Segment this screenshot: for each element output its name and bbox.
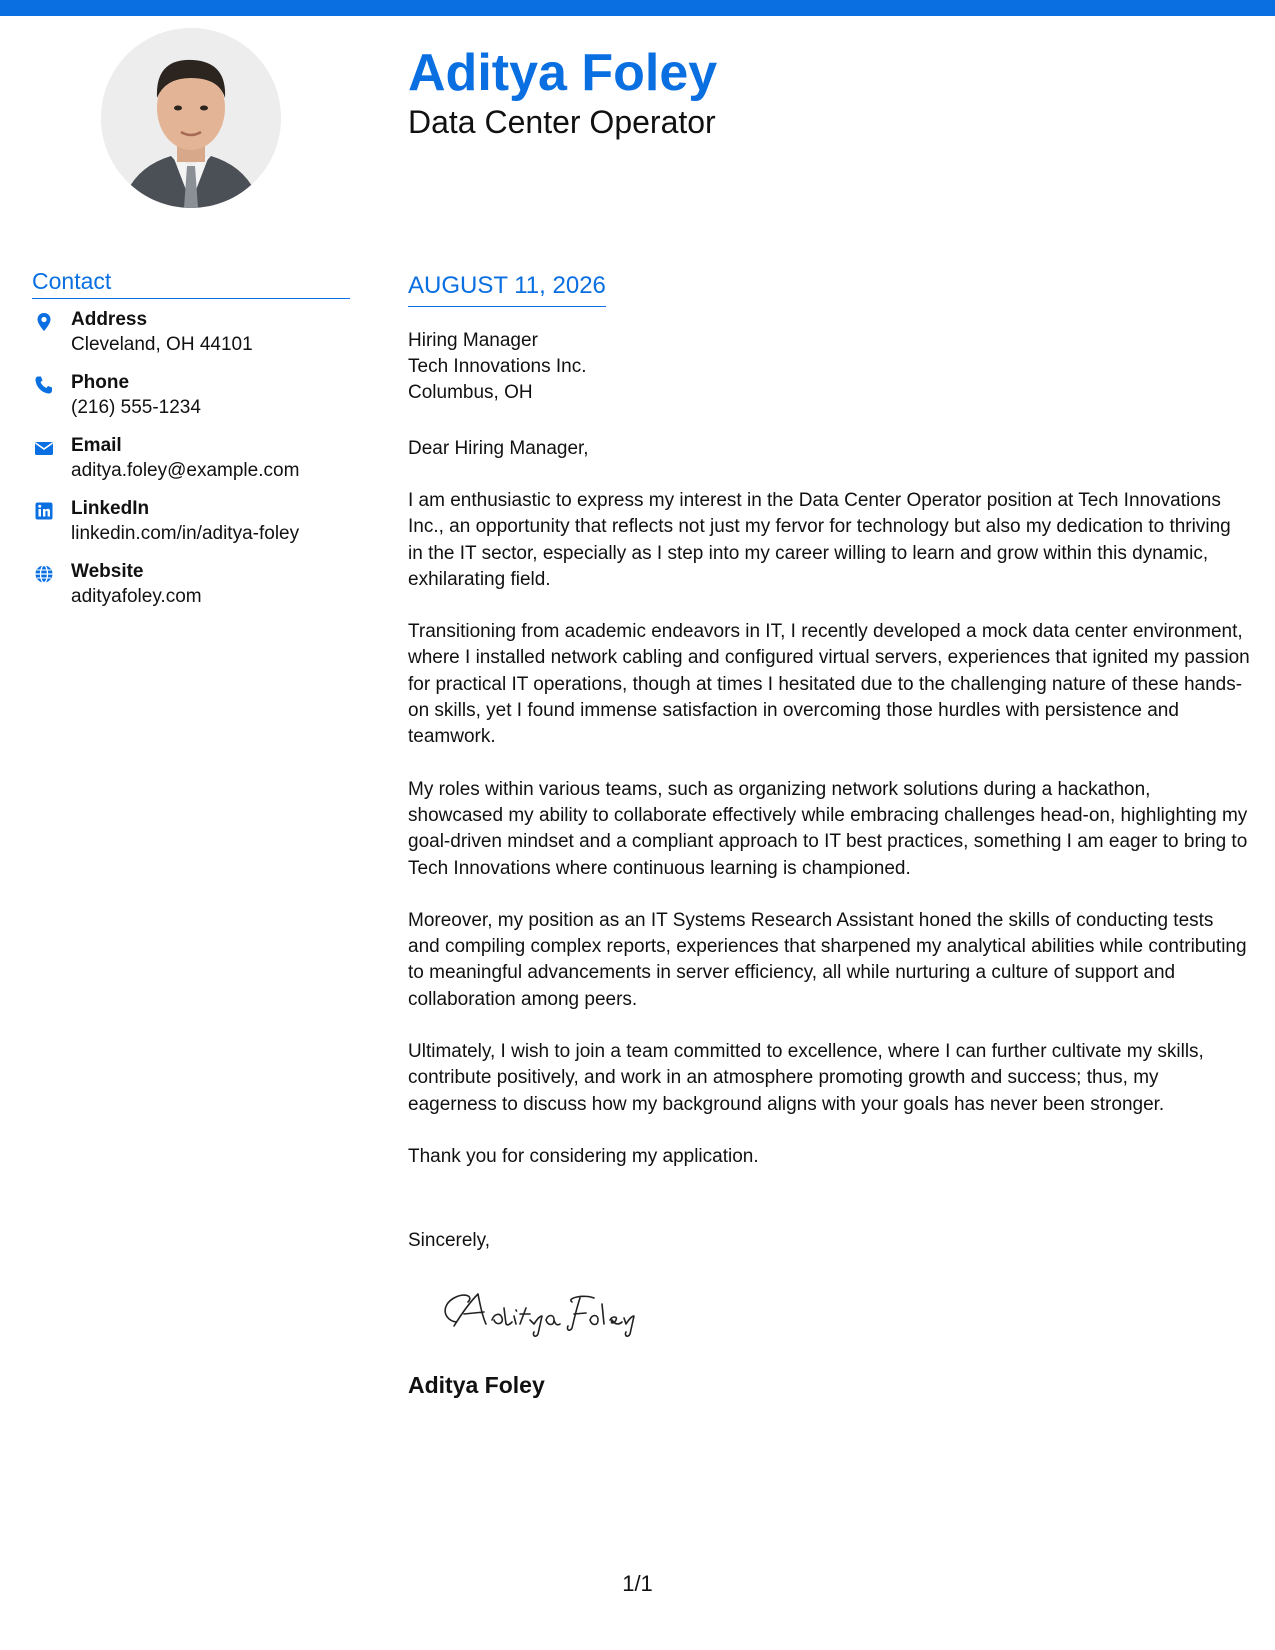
envelope-icon [34, 438, 54, 458]
contact-value: adityafoley.com [71, 586, 202, 607]
page-number: 1/1 [622, 1571, 653, 1596]
recipient-block [408, 328, 587, 406]
top-accent-bar [0, 0, 1275, 16]
contact-label: Email [71, 435, 122, 456]
globe-icon [34, 564, 54, 584]
body-paragraph: Transitioning from academic endeavors in IT, I recently developed a mock data center environment, where I installed network cabling and configured virtual servers, experiences that ignited my passion for practical IT operations, though at times I hesitated due to the challenging nature of these hands-on skills, yet I found immense satisfaction in overcoming those hurdles with persistence and teamwork. [408, 621, 1250, 748]
body-paragraph: I am enthusiastic to express my interest in the Data Center Operator position at Tech Innovations Inc., an opportunity that reflects not just my fervor for technology but also my dedication to thriving in the IT sector, especially as I step into my career willing to learn and grow within this dynamic, exhilarating field. [408, 490, 1231, 590]
contact-item-website [32, 562, 362, 625]
contact-label: Website [71, 561, 144, 582]
job-title: Data Center Operator [408, 104, 716, 140]
contact-list [32, 310, 362, 625]
contact-label: LinkedIn [71, 498, 150, 519]
recipient-line: Columbus, OH [408, 382, 533, 403]
recipient-line: Hiring Manager [408, 330, 538, 351]
recipient-line: Tech Innovations Inc. [408, 356, 587, 377]
body-paragraph: My roles within various teams, such as organizing network solutions during a hackathon, showcased my ability to collaborate effectively while embracing challenges head-on, highlighting my goal-driven mindset and a compliant approach to IT best practices, something I am eager to bring to Tech Innovations where continuous learning is championed. [408, 778, 1248, 879]
contact-value: (216) 555-1234 [71, 397, 201, 418]
body-paragraph: Thank you for considering my application. [408, 1145, 759, 1167]
contact-item-address [32, 310, 362, 373]
contact-value: Cleveland, OH 44101 [71, 334, 253, 355]
contact-item-email [32, 436, 362, 499]
phone-icon [34, 375, 54, 395]
contact-value: aditya.foley@example.com [71, 460, 300, 481]
letter-body [408, 488, 1250, 1196]
applicant-name: Aditya Foley [408, 44, 718, 102]
contact-item-phone [32, 373, 362, 436]
contact-label: Phone [71, 372, 130, 393]
body-paragraph: Moreover, my position as an IT Systems Research Assistant honed the skills of conducting tests and compiling complex reports, experiences that sharpened my analytical abilities while contributing to meaningful advancements in server efficiency, all while nurturing a culture of support and collaboration among peers. [408, 909, 1247, 1010]
map-pin-icon [34, 312, 54, 332]
contact-value: linkedin.com/in/aditya-foley [71, 523, 300, 544]
avatar [101, 28, 281, 208]
contact-item-linkedin [32, 499, 362, 562]
signer-name: Aditya Foley [408, 1372, 545, 1398]
contact-heading: Contact [32, 266, 350, 299]
body-paragraph: Ultimately, I wish to join a team committed to excellence, where I can further cultivate my skills, contribute positively, and work in an atmosphere promoting growth and success; thus, my eagerness to discuss how my background aligns with your goals has never been stronger. [408, 1041, 1204, 1115]
linkedin-icon [34, 501, 54, 521]
salutation: Dear Hiring Manager, [408, 438, 589, 459]
contact-label: Address [71, 309, 148, 330]
handwritten-signature [434, 1280, 674, 1340]
letter-date: AUGUST 11, 2026 [408, 270, 606, 307]
closing: Sincerely, [408, 1230, 491, 1251]
